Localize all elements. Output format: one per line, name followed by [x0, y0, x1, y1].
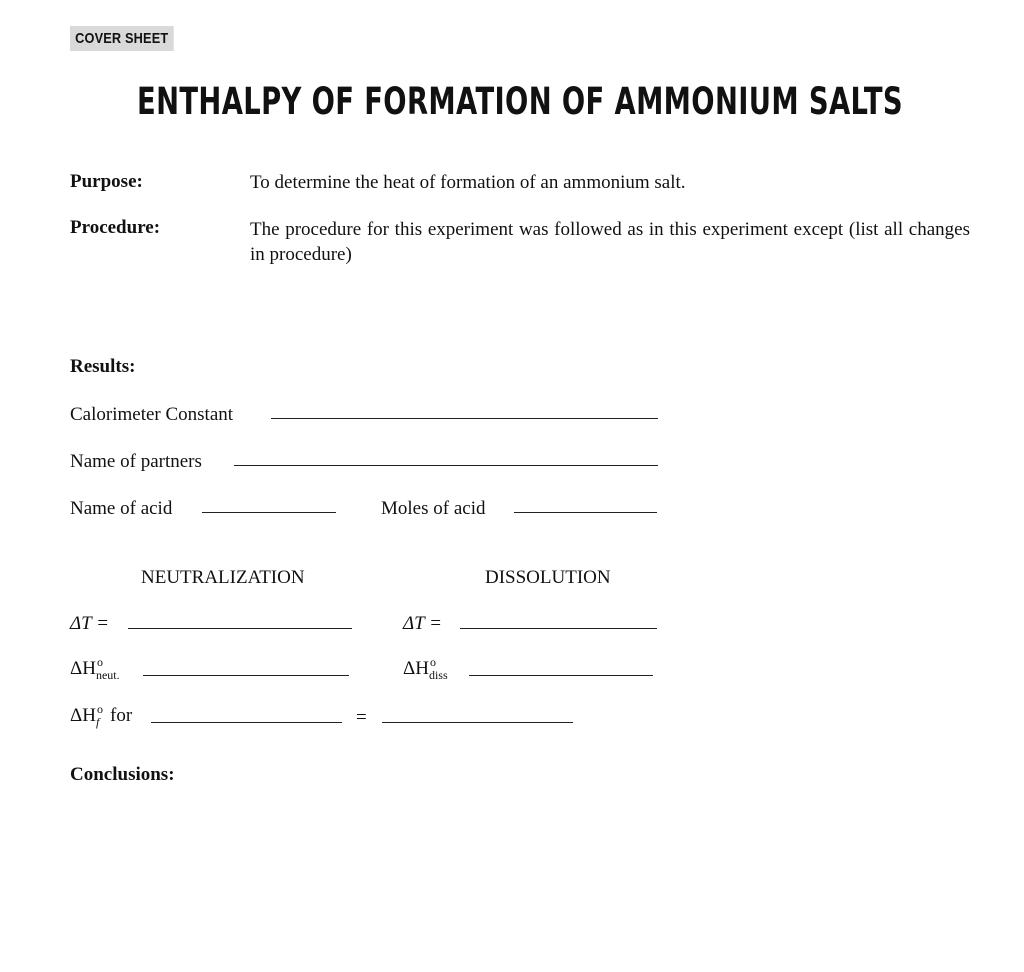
cover-sheet-tag: COVER SHEET — [70, 26, 173, 51]
neutralization-delta-t-field[interactable] — [128, 628, 352, 629]
formation-value-field[interactable] — [382, 722, 573, 723]
purpose-label: Purpose: — [70, 171, 143, 192]
dissolution-delta-h-field[interactable] — [469, 675, 653, 676]
neutralization-delta-t-label: ΔT = — [70, 613, 109, 634]
results-label: Results: — [70, 356, 136, 377]
dissolution-delta-t-label: ΔT = — [403, 613, 442, 634]
dissolution-delta-t-field[interactable] — [460, 628, 657, 629]
procedure-text: The procedure for this experiment was followed as in this experiment except (list all changes in procedure) — [250, 219, 970, 265]
neutralization-delta-h-field[interactable] — [143, 675, 349, 676]
name-of-acid-label: Name of acid — [70, 498, 173, 519]
dissolution-delta-h-label: $\Delta H^o_{diss}$ — [403, 655, 448, 682]
formation-equals-sign: = — [356, 707, 367, 728]
name-of-acid-field[interactable] — [202, 512, 336, 513]
formation-salt-field[interactable] — [151, 722, 342, 723]
moles-of-acid-label: Moles of acid — [381, 498, 486, 519]
calorimeter-constant-field[interactable] — [271, 418, 658, 419]
neutralization-delta-h-label: $\Delta H^o_{neut.}$ — [70, 655, 120, 682]
page-title: ENTHALPY OF FORMATION OF AMMONIUM SALTS — [137, 80, 903, 123]
calorimeter-constant-label: Calorimeter Constant — [70, 404, 234, 425]
name-of-partners-field[interactable] — [234, 465, 658, 466]
formation-delta-h-label: $\Delta H^o_f$ for — [70, 702, 133, 729]
conclusions-label: Conclusions: — [70, 764, 175, 785]
procedure-label: Procedure: — [70, 217, 161, 238]
dissolution-heading: DISSOLUTION — [485, 567, 611, 588]
name-of-partners-label: Name of partners — [70, 451, 202, 472]
neutralization-heading: NEUTRALIZATION — [141, 567, 305, 588]
moles-of-acid-field[interactable] — [514, 512, 657, 513]
purpose-text: To determine the heat of formation of an ammonium salt. — [250, 172, 686, 193]
